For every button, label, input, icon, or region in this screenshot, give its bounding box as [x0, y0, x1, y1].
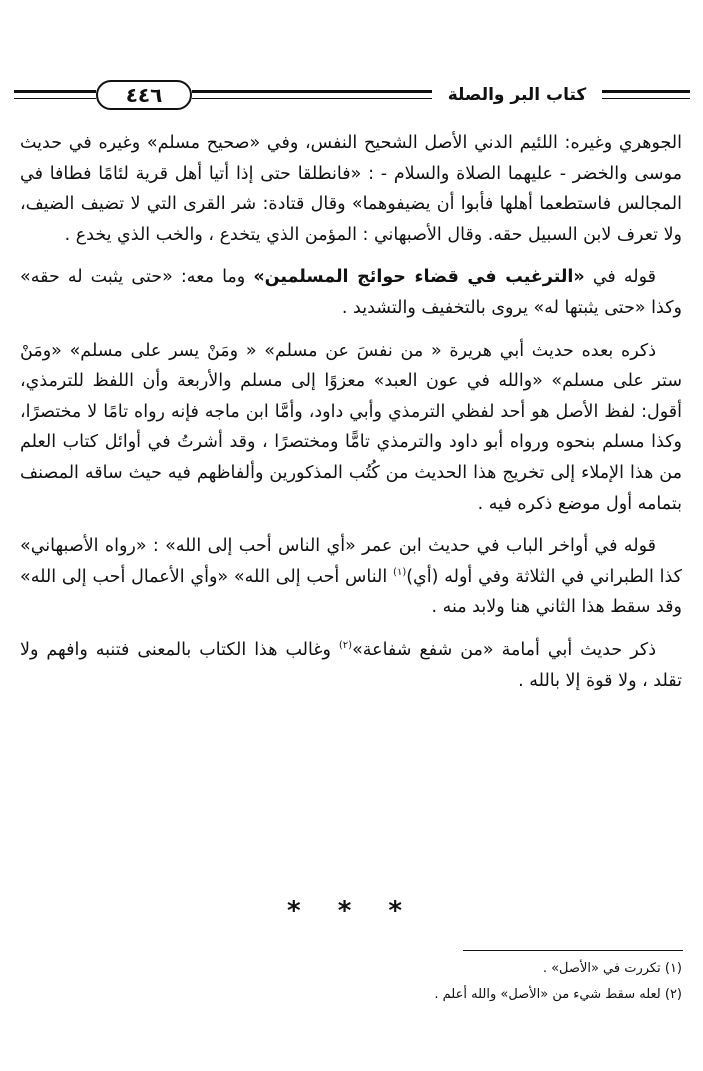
paragraph-2-rest: وما معه: «حتى يثبت له حقه» وكذا «حتى يثبتها له» يروى بالتخفيف والتشديد .: [20, 267, 682, 318]
page-header: [14, 78, 690, 114]
main-text: [20, 128, 682, 708]
header-rule-middle-thick: [192, 90, 432, 93]
book-title: كتاب البر والصلة: [432, 80, 602, 110]
text-line: الجوهري وغيره: اللئيم الدني الأصل الشحيح النفس، وفي «صحيح مسلم»: [146, 133, 682, 153]
footnote-2: (٢) لعله سقط شيء من «الأصل» والله أعلم .: [434, 987, 682, 1002]
footnote-ref-1: (١): [393, 566, 407, 578]
paragraph-5-after: وغالب هذا الكتاب بالمعنى فتنبه وافهم ولا تقلد ، ولا قوة إلا بالله .: [20, 639, 682, 691]
header-rule-left-thin: [14, 98, 96, 99]
footnote-1: (١) تكررت في «الأصل» .: [542, 961, 682, 976]
text-line: وقال الأصبهاني : المؤمن الذي يتخدع ، والخب الذي يخدع .: [64, 224, 483, 245]
header-rule-middle-thin: [192, 98, 432, 99]
paragraph-4-before: قوله في أواخر الباب في حديث ابن عمر «أي الناس أحب إلى الله» : «رواه الأصبهاني» كذا الطبراني في الثلاثة وفي أوله (أي): [20, 536, 683, 587]
paragraph-3: ذكره بعده حديث أبي هريرة « من نفسَ عن مسلم» « ومَنْ يسر على مسلم» «ومَنْ ستر على مسلم» «والله في عون العبد» معزوًا إلى مسلم والأربعة وأن اللفظ للترمذي، أقول: لفظ الأصل هو أحد لفظي الترمذي وأبي داود، وأمَّا ابن ماجه فإنه رواه تامًا لا مختصرًا، وكذا مسلم بنحوه ورواه أبو داود والترمذي تامًّا ومختصرًا ، وقد أشرتُ في أوائل كتاب العلم من هذا الإملاء إلى تخريج هذا الحديث من كُتُب المذكورين وألفاظهم فيه حيث ساقه المصنف بتمامه أول موضع ذكره فيه .: [20, 340, 682, 514]
text-line: إذا أتيا أهل قرية لئامًا فطافا في المجالس فاستطعما أهلها فأبوا أن يضيفوهما»: [20, 163, 682, 215]
paragraph-2-prefix: قوله في: [584, 267, 657, 288]
paragraph-4: [20, 531, 682, 623]
paragraph-2: [20, 262, 682, 323]
paragraph-2-bold-title: «الترغيب في قضاء حوائج المسلمين»: [253, 267, 585, 288]
footnote-divider: [463, 950, 683, 951]
header-rule-right-thin: [602, 98, 690, 99]
header-rule-left-thick: [14, 90, 96, 93]
paragraph-5: [20, 635, 682, 696]
text-line: وقال قتادة: شر القرى التي لا تضيف الضيف، ولا تعرف لابن السبيل حقه.: [20, 194, 682, 245]
page-number: ٤٤٦: [96, 80, 192, 110]
paragraph-1: [20, 128, 682, 250]
header-rule-right-thick: [602, 90, 690, 93]
footnote-ref-2: (٢): [338, 640, 353, 652]
footnotes: [20, 956, 682, 1008]
paragraph-5-before: ذكر حديث أبي أمامة «من شفع شفاعة»: [352, 639, 656, 660]
section-separator: * * *: [287, 896, 416, 926]
text-line: وغيره في حديث موسى والخضر - عليهما الصلاة والسلام - : «فانطلقا حتى: [20, 133, 682, 184]
paragraph-4-after: الناس أحب إلى الله» «وأي الأعمال أحب إلى الله» وقد سقط هذا الثاني هنا ولابد منه .: [20, 566, 682, 618]
